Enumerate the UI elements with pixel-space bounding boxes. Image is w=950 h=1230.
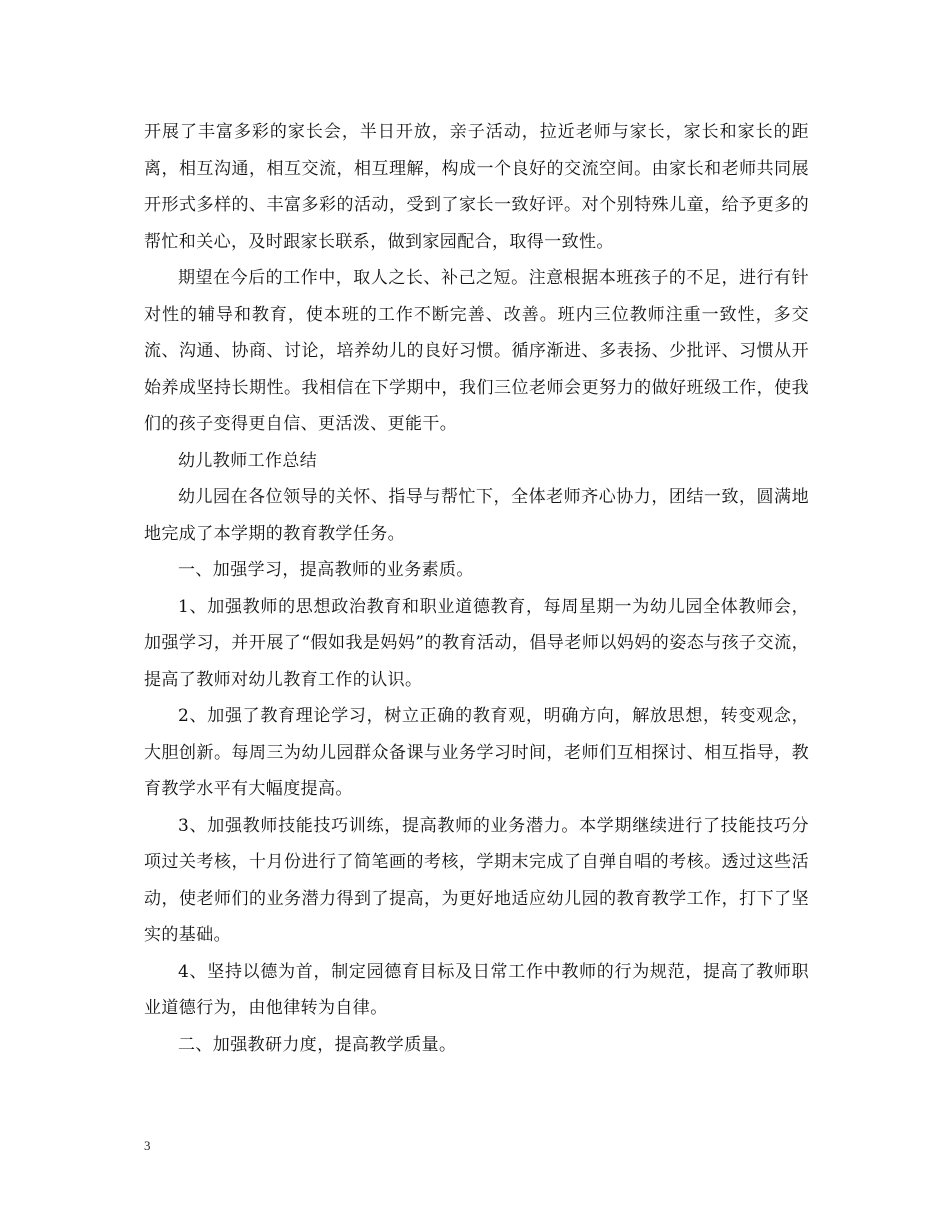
paragraph-intro: 幼儿园在各位领导的关怀、指导与帮忙下，全体老师齐心协力，团结一致，圆满地地完成了本学期的教育教学任务。: [144, 487, 809, 544]
heading-section-one: 一、加强学习，提高教师的业务素质。: [178, 560, 474, 580]
paragraph-continuation: 开展了丰富多彩的家长会，半日开放，亲子活动，拉近老师与家长，家长和家长的距离，相互沟通，相互交流，相互理解，构成一个良好的交流空间。由家长和老师共同展开形式多样的、丰富多彩的活动，受到了家长一致好评。对个别特殊儿童，给予更多的帮忙和关心，及时跟家长联系，做到家园配合，取得一致性。: [144, 122, 809, 252]
paragraph-item-4: 4、坚持以德为首，制定园德育目标及日常工作中教师的行为规范，提高了教师职业道德行为，由他律转为自律。: [144, 961, 809, 1018]
document-body: [144, 114, 809, 1063]
heading-section-two: 二、加强教研力度，提高教学质量。: [178, 1034, 457, 1055]
paragraph-item-2: 2、加强了教育理论学习，树立正确的教育观，明确方向，解放思想，转变观念，大胆创新。每周三为幼儿园群众备课与业务学习时间，老师们互相探讨、相互指导，教育教学水平有大幅度提高。: [144, 706, 809, 799]
paragraph-item-1: 1、加强教师的思想政治教育和职业道德教育，每周星期一为幼儿园全体教师会，加强学习，并开展了“假如我是妈妈”的教育活动，倡导老师以妈妈的姿态与孩子交流，提高了教师对幼儿教育工作的认识。: [144, 596, 809, 690]
page-number: 3: [144, 1138, 151, 1153]
paragraph-expectation: 期望在今后的工作中，取人之长、补己之短。注意根据本班孩子的不足，进行有针对性的辅导和教育，使本班的工作不断完善、改善。班内三位教师注重一致性，多交流、沟通、协商、讨论，培养幼儿的良好习惯。循序渐进、多表扬、少批评、习惯从开始养成坚持长期性。我相信在下学期中，我们三位老师会更努力的做好班级工作，使我们的孩子变得更自信、更活泼、更能干。: [144, 268, 809, 434]
paragraph-item-3: 3、加强教师技能技巧训练，提高教师的业务潜力。本学期继续进行了技能技巧分项过关考核，十月份进行了简笔画的考核，学期末完成了自弹自唱的考核。透过这些活动，使老师们的业务潜力得到了提高，为更好地适应幼儿园的教育教学工作，打下了坚实的基础。: [144, 815, 809, 945]
section-title: 幼儿教师工作总结: [178, 450, 318, 471]
